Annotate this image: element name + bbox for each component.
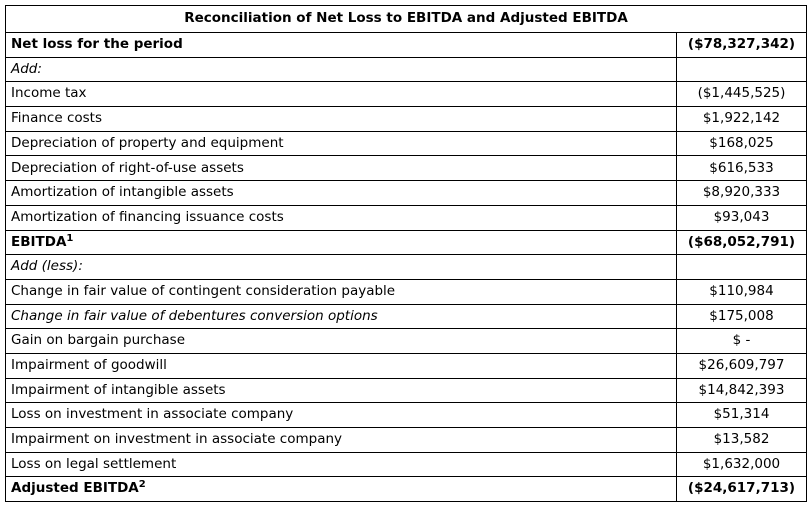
row-value bbox=[677, 255, 807, 280]
table-row bbox=[6, 230, 807, 255]
row-label: Amortization of intangible assets bbox=[11, 184, 234, 201]
table-row bbox=[6, 255, 807, 280]
row-value: ($24,617,713) bbox=[677, 477, 807, 502]
row-label: Gain on bargain purchase bbox=[11, 332, 186, 349]
table-row bbox=[6, 477, 807, 502]
row-label-cell bbox=[6, 181, 677, 206]
table-row bbox=[6, 33, 807, 58]
row-label: Loss on investment in associate company bbox=[11, 406, 294, 423]
row-value: $175,008 bbox=[677, 304, 807, 329]
row-label-cell bbox=[6, 353, 677, 378]
row-value: $13,582 bbox=[677, 428, 807, 453]
table-row bbox=[6, 378, 807, 403]
row-value: $51,314 bbox=[677, 403, 807, 428]
reconciliation-table bbox=[5, 5, 807, 502]
row-label: Net loss for the period bbox=[11, 36, 183, 53]
row-value: $14,842,393 bbox=[677, 378, 807, 403]
table-row bbox=[6, 82, 807, 107]
row-label-cell bbox=[6, 230, 677, 255]
row-label-cell bbox=[6, 107, 677, 132]
row-label-cell bbox=[6, 428, 677, 453]
footnote-marker: 1 bbox=[66, 232, 74, 244]
row-label-cell bbox=[6, 131, 677, 156]
table-body bbox=[6, 6, 807, 502]
row-label: Impairment on investment in associate company bbox=[11, 431, 343, 448]
row-label: Depreciation of right-of-use assets bbox=[11, 159, 244, 176]
table-row bbox=[6, 131, 807, 156]
row-value: $8,920,333 bbox=[677, 181, 807, 206]
table-row bbox=[6, 57, 807, 82]
row-value: $93,043 bbox=[677, 205, 807, 230]
row-value: ($78,327,342) bbox=[677, 33, 807, 58]
row-value: $616,533 bbox=[677, 156, 807, 181]
row-label-cell bbox=[6, 329, 677, 354]
row-label-cell bbox=[6, 452, 677, 477]
table-row bbox=[6, 156, 807, 181]
row-label-cell bbox=[6, 403, 677, 428]
table-row bbox=[6, 181, 807, 206]
row-value: $110,984 bbox=[677, 279, 807, 304]
row-label: Impairment of intangible assets bbox=[11, 381, 226, 398]
row-label-cell bbox=[6, 477, 677, 502]
table-row bbox=[6, 279, 807, 304]
table-row bbox=[6, 205, 807, 230]
row-label-cell bbox=[6, 279, 677, 304]
row-label: Loss on legal settlement bbox=[11, 455, 177, 472]
row-value: $26,609,797 bbox=[677, 353, 807, 378]
table-title-row bbox=[6, 6, 807, 33]
footnote-marker: 2 bbox=[138, 479, 146, 491]
row-label-cell bbox=[6, 205, 677, 230]
table-row bbox=[6, 353, 807, 378]
row-value: $1,632,000 bbox=[677, 452, 807, 477]
row-label-cell bbox=[6, 33, 677, 58]
row-label-cell bbox=[6, 304, 677, 329]
table-row bbox=[6, 304, 807, 329]
row-label: Finance costs bbox=[11, 110, 102, 127]
row-label-cell bbox=[6, 57, 677, 82]
row-label: Change in fair value of contingent consideration payable bbox=[11, 282, 396, 299]
row-label-cell bbox=[6, 156, 677, 181]
table-row bbox=[6, 107, 807, 132]
row-value: $1,922,142 bbox=[677, 107, 807, 132]
row-label: Depreciation of property and equipment bbox=[11, 134, 284, 151]
row-label-cell bbox=[6, 378, 677, 403]
row-label: Amortization of financing issuance costs bbox=[11, 208, 284, 225]
row-value: $168,025 bbox=[677, 131, 807, 156]
table-row bbox=[6, 329, 807, 354]
row-label-cell bbox=[6, 255, 677, 280]
row-value: ($1,445,525) bbox=[677, 82, 807, 107]
row-label: Impairment of goodwill bbox=[11, 357, 167, 374]
row-value: $ - bbox=[677, 329, 807, 354]
row-label-cell bbox=[6, 82, 677, 107]
row-label: Add: bbox=[11, 60, 42, 77]
table-row bbox=[6, 403, 807, 428]
row-label: Adjusted EBITDA bbox=[11, 480, 139, 497]
row-value bbox=[677, 57, 807, 82]
table-row bbox=[6, 452, 807, 477]
row-label: Change in fair value of debentures conversion options bbox=[11, 307, 378, 324]
table-title: Reconciliation of Net Loss to EBITDA and Adjusted EBITDA bbox=[6, 6, 807, 33]
row-label: Add (less): bbox=[11, 258, 83, 275]
row-label: EBITDA bbox=[11, 233, 67, 250]
row-value: ($68,052,791) bbox=[677, 230, 807, 255]
table-row bbox=[6, 428, 807, 453]
row-label: Income tax bbox=[11, 85, 87, 102]
